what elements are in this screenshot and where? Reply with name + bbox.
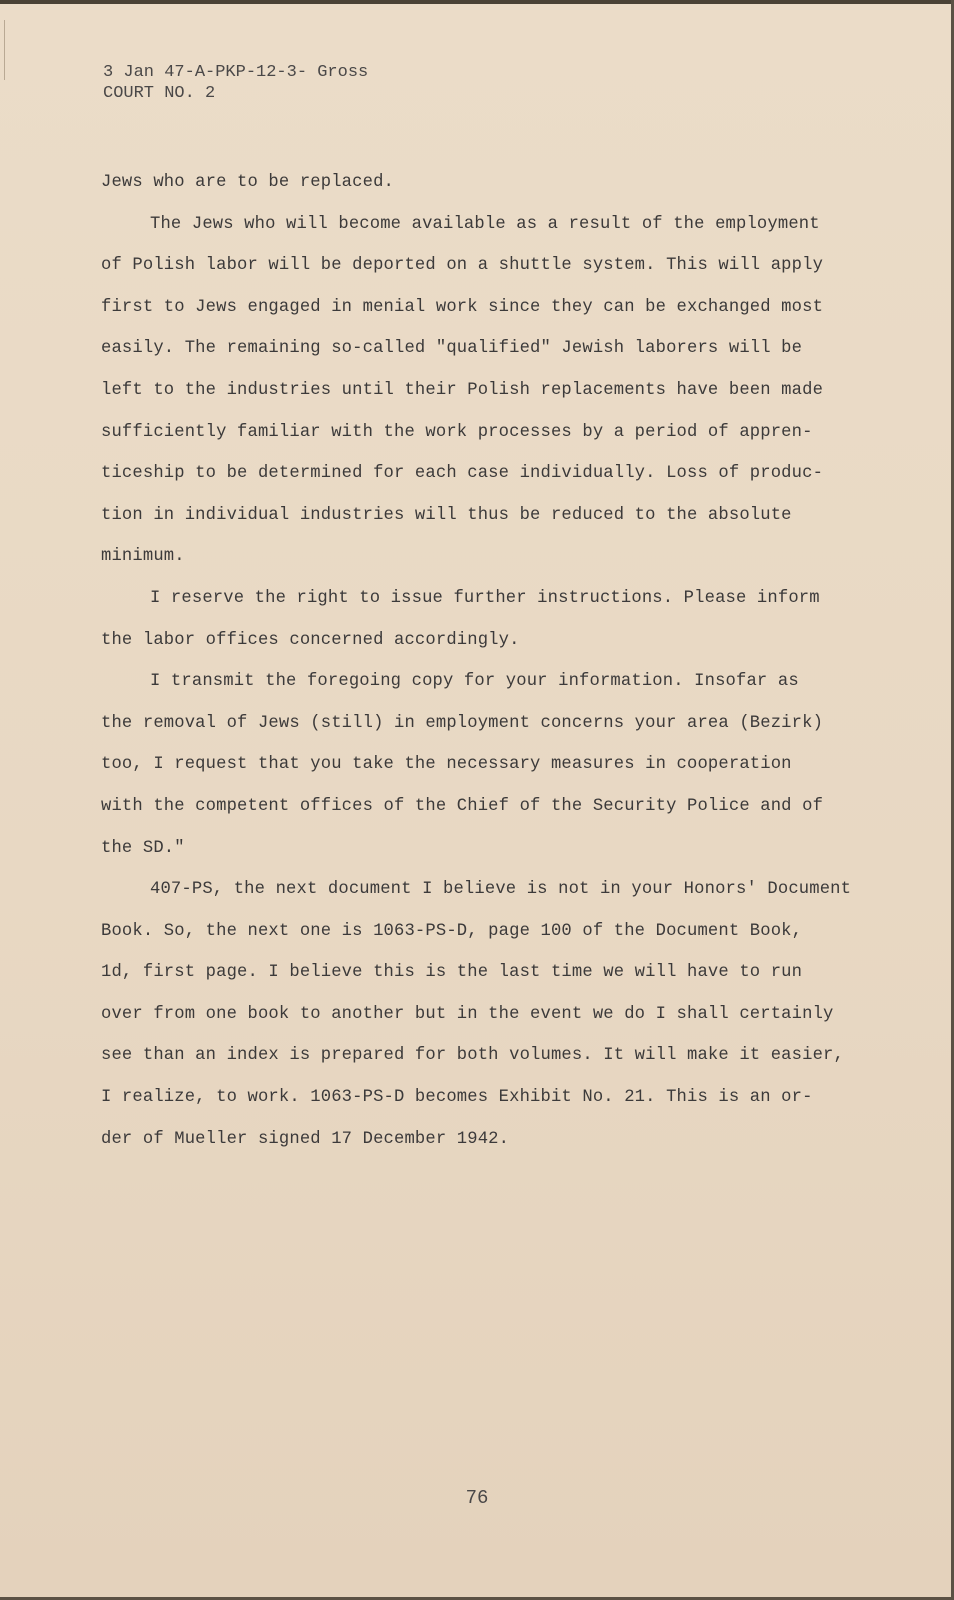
text-line: the labor offices concerned accordingly. — [101, 630, 520, 650]
text-line: first to Jews engaged in menial work since they can be exchanged most — [101, 297, 824, 317]
text-line: see than an index is prepared for both volumes. It will make it easier, — [101, 1046, 844, 1066]
text-line: left to the industries until their Polish replacements have been made — [101, 380, 824, 400]
text-line: minimum. — [101, 547, 185, 567]
text-line: The Jews who will become available as a result of the employment — [150, 214, 820, 234]
text-line: easily. The remaining so-called "qualified" Jewish laborers will be — [101, 339, 803, 359]
text-line: over from one book to another but in the event we do I shall certainly — [101, 1004, 834, 1024]
transcript-body — [101, 162, 852, 1160]
page-number: 76 — [465, 1487, 489, 1509]
header-court-line: COURT NO. 2 — [103, 84, 216, 103]
text-line: too, I request that you take the necessary measures in cooperation — [101, 755, 792, 775]
text-line: 1d, first page. I believe this is the last time we will have to run — [101, 963, 803, 983]
header-session-line: 3 Jan 47-A-PKP-12-3- Gross — [103, 63, 369, 82]
text-line: with the competent offices of the Chief of the Security Police and of — [101, 796, 824, 816]
text-line: the removal of Jews (still) in employment concerns your area (Bezirk) — [101, 713, 824, 733]
text-line: I transmit the foregoing copy for your information. Insofar as — [150, 672, 799, 692]
text-line: sufficiently familiar with the work processes by a period of appren- — [101, 422, 813, 442]
document-header — [103, 62, 368, 104]
text-line: tion in individual industries will thus be reduced to the absolute — [101, 505, 792, 525]
text-line: I realize, to work. 1063-PS-D becomes Exhibit No. 21. This is an or- — [101, 1088, 813, 1108]
margin-mark — [4, 20, 7, 80]
text-line: Jews who are to be replaced. — [101, 173, 394, 192]
text-line: of Polish labor will be deported on a shuttle system. This will apply — [101, 256, 824, 276]
text-line: 407-PS, the next document I believe is not in your Honors' Document — [150, 880, 852, 900]
text-line: ticeship to be determined for each case individually. Loss of produc- — [101, 464, 824, 484]
page-top-edge — [0, 0, 954, 4]
text-line: Book. So, the next one is 1063-PS-D, page 100 of the Document Book, — [101, 921, 803, 941]
text-line: the SD." — [101, 838, 185, 858]
text-line: I reserve the right to issue further instructions. Please inform — [150, 588, 820, 608]
text-line: der of Mueller signed 17 December 1942. — [101, 1129, 510, 1149]
